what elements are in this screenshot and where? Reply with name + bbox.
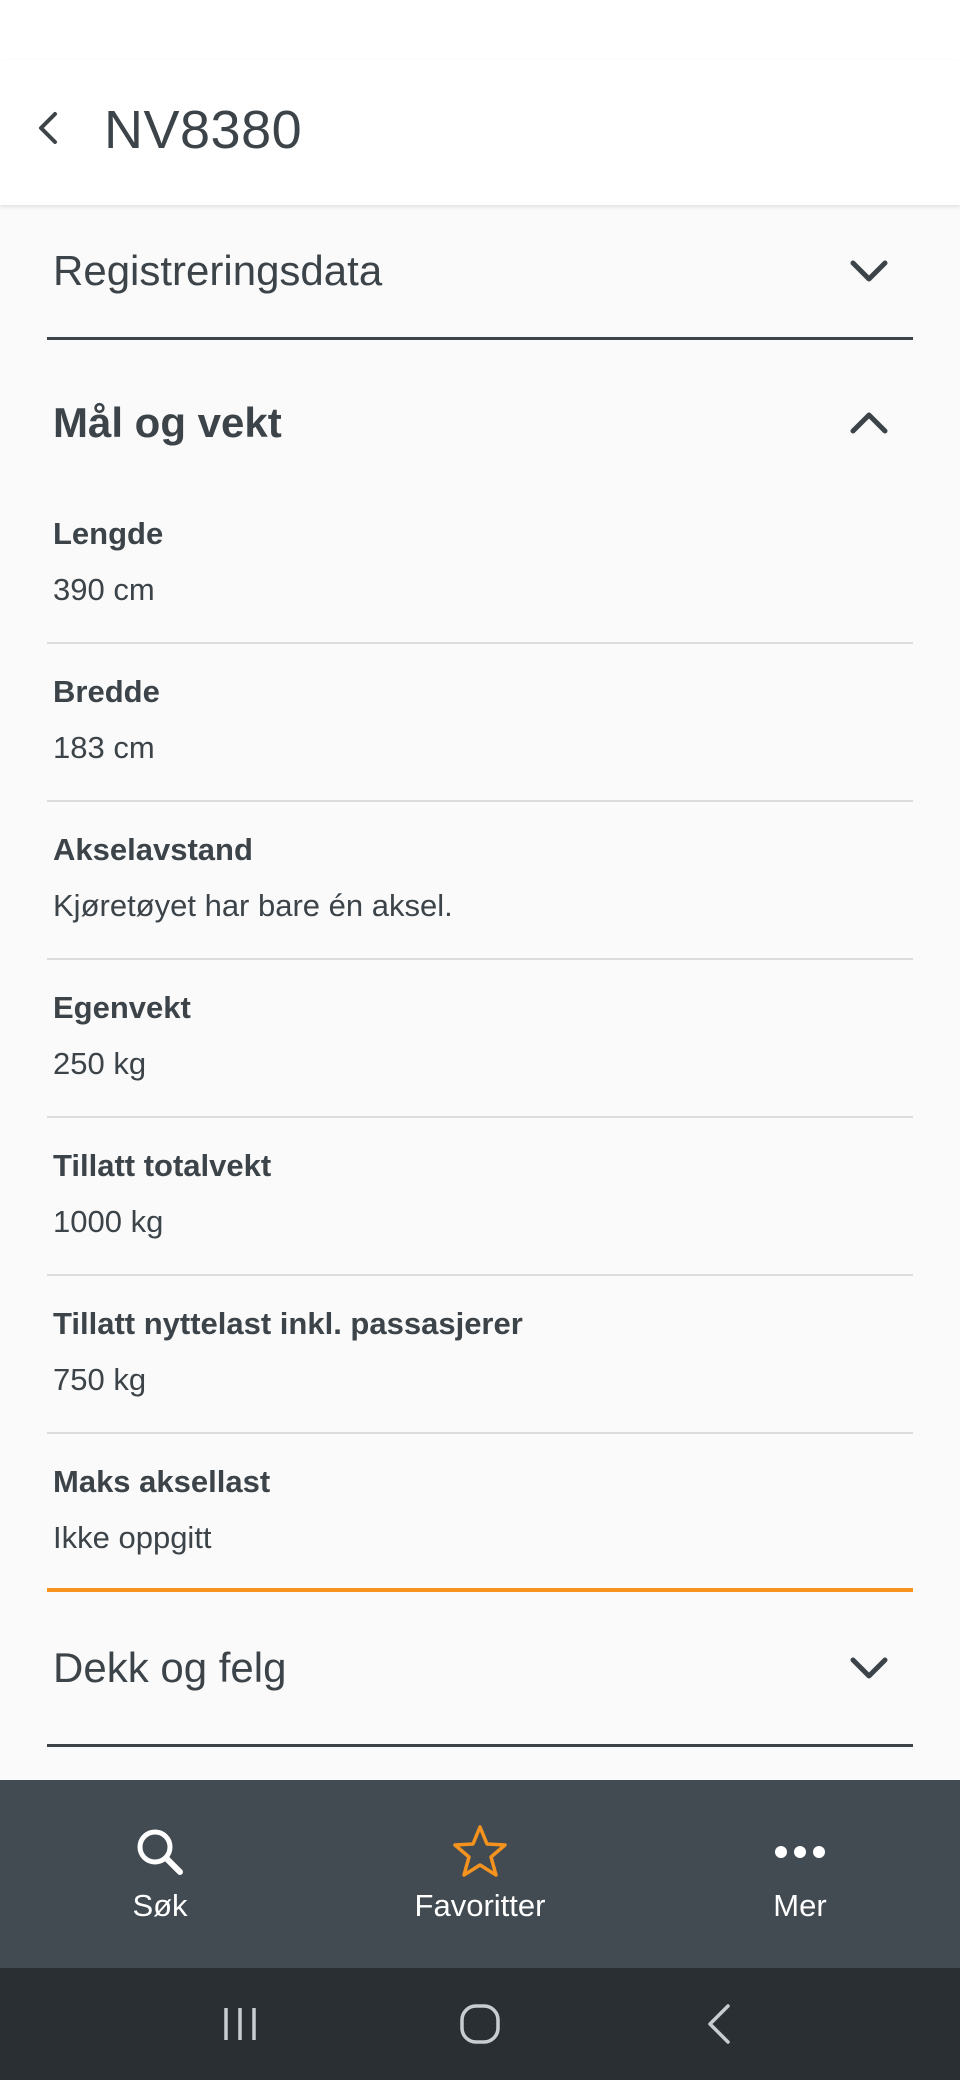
dimensions-list	[47, 486, 913, 1592]
nav-item-more[interactable]	[640, 1780, 960, 1968]
row-label: Bredde	[53, 674, 160, 709]
home-icon	[456, 2000, 504, 2048]
row-label: Egenvekt	[53, 990, 191, 1025]
list-item	[47, 486, 913, 644]
chevron-left-icon	[30, 108, 70, 148]
row-value: 390 cm	[53, 572, 155, 607]
section-dimensions-header[interactable]	[47, 340, 913, 506]
row-label: Maks aksellast	[53, 1464, 271, 1499]
vehicle-details	[0, 205, 960, 1780]
section-tires-title: Dekk og felg	[53, 1644, 287, 1691]
system-back-icon	[696, 2000, 744, 2048]
chevron-up-icon	[839, 393, 899, 453]
bottom-navigation	[0, 1780, 960, 1968]
row-value: 250 kg	[53, 1046, 147, 1081]
home-button[interactable]	[440, 1984, 520, 2064]
list-item	[47, 802, 913, 960]
section-registration-title: Registreringsdata	[53, 247, 383, 294]
nav-label-favorites: Favoritter	[414, 1888, 546, 1923]
row-value: 1000 kg	[53, 1204, 164, 1239]
list-item	[47, 644, 913, 802]
page-title: NV8380	[104, 100, 303, 160]
row-value: Ikke oppgitt	[53, 1520, 212, 1555]
system-navigation-bar	[0, 1968, 960, 2080]
system-back-button[interactable]	[680, 1984, 760, 2064]
row-value: 750 kg	[53, 1362, 147, 1397]
row-label: Tillatt nyttelast inkl. passasjerer	[53, 1306, 523, 1341]
nav-label-more: Mer	[773, 1888, 827, 1923]
app-bar	[0, 60, 960, 205]
list-item	[47, 960, 913, 1118]
row-value: 183 cm	[53, 730, 155, 765]
recent-apps-icon	[216, 2000, 264, 2048]
section-tires-header[interactable]	[47, 1592, 913, 1747]
section-registration-header[interactable]	[47, 205, 913, 340]
row-value: Kjøretøyet har bare én aksel.	[53, 888, 453, 923]
row-label: Akselavstand	[53, 832, 253, 867]
list-item	[47, 1276, 913, 1434]
list-item	[47, 1434, 913, 1592]
chevron-down-icon	[839, 241, 899, 301]
star-icon	[450, 1822, 510, 1882]
section-dimensions-title: Mål og vekt	[53, 399, 282, 446]
recent-apps-button[interactable]	[200, 1984, 280, 2064]
nav-item-favorites[interactable]	[320, 1780, 640, 1968]
list-item	[47, 1118, 913, 1276]
more-dots-icon	[770, 1822, 830, 1882]
back-button[interactable]	[20, 98, 80, 158]
row-label: Lengde	[53, 516, 164, 551]
chevron-down-icon	[839, 1638, 899, 1698]
search-icon	[130, 1822, 190, 1882]
row-label: Tillatt totalvekt	[53, 1148, 272, 1183]
nav-label-search: Søk	[132, 1888, 188, 1923]
status-bar-area	[0, 0, 960, 60]
nav-item-search[interactable]	[0, 1780, 320, 1968]
